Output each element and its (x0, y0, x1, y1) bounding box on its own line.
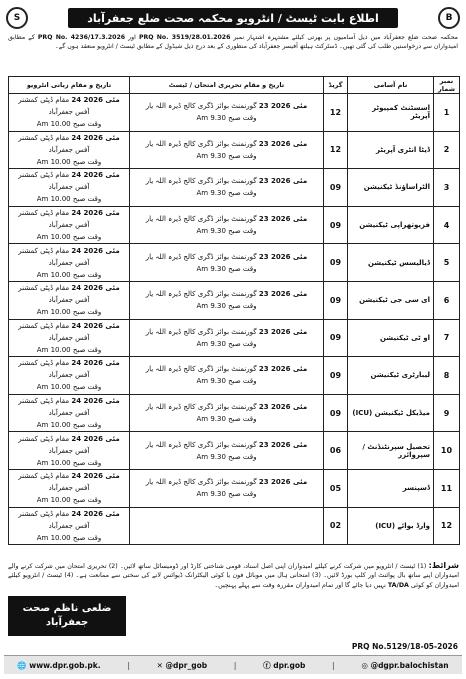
cell-interview (9, 206, 130, 244)
test-place: گورنمنٹ بوائز ڈگری کالج ڈیرہ اللہ یار (145, 290, 257, 299)
test-time: وقت صبح 9.30 Am (196, 415, 257, 424)
test-place: گورنمنٹ بوائز ڈگری کالج ڈیرہ اللہ یار (145, 252, 257, 261)
cell-interview (9, 131, 130, 169)
test-time: وقت صبح 9.30 Am (196, 339, 257, 348)
cell-interview (9, 169, 130, 207)
cell-test-venue (130, 357, 324, 395)
separator: | (233, 660, 237, 670)
test-date: 23 مئی 2026 (258, 440, 308, 449)
intro-prq-a: PRQ No. 3519/28.01.2026 (138, 34, 231, 41)
cell-sr: 1 (434, 94, 460, 132)
interview-time: وقت صبح 10.00 Am (36, 233, 102, 242)
table-row (9, 244, 460, 282)
test-date: 23 مئی 2026 (258, 290, 308, 299)
cell-test-venue (130, 169, 324, 207)
stamp-line-2: جعفرآباد (45, 617, 89, 628)
facebook-handle: dpr.gob (273, 660, 306, 670)
cell-grade: 09 (324, 169, 348, 207)
table-row (9, 507, 460, 545)
test-place: گورنمنٹ بوائز ڈگری کالج ڈیرہ اللہ یار (145, 177, 257, 186)
cell-interview (9, 394, 130, 432)
footer-bar (4, 655, 462, 674)
test-time: وقت صبح 9.30 Am (196, 189, 257, 198)
cell-interview (9, 469, 130, 507)
terms-paragraph (8, 561, 459, 590)
test-time: وقت صبح 9.30 Am (196, 452, 257, 461)
website-text: www.dpr.gob.pk. (29, 660, 101, 670)
interview-time: وقت صبح 10.00 Am (36, 120, 102, 129)
header (6, 6, 460, 30)
interview-place: مقام ڈپٹی کمشنر آفس جعفرآباد (18, 96, 90, 117)
interview-place: مقام ڈپٹی کمشنر آفس جعفرآباد (18, 434, 90, 455)
cell-test-venue (130, 281, 324, 319)
cell-sr: 2 (434, 131, 460, 169)
test-time: وقت صبح 9.30 Am (196, 114, 257, 123)
separator: | (127, 660, 130, 670)
cell-test-venue (130, 244, 324, 282)
cell-sr: 9 (434, 394, 460, 432)
separator: | (332, 660, 335, 670)
cell-grade: 09 (324, 244, 348, 282)
test-date: 23 مئی 2026 (258, 478, 308, 487)
table-row (9, 357, 460, 395)
test-date: 23 مئی 2026 (258, 252, 308, 261)
test-date: 23 مئی 2026 (258, 327, 308, 336)
cell-grade: 09 (324, 319, 348, 357)
cell-sr: 12 (434, 507, 460, 545)
cell-grade: 09 (324, 394, 348, 432)
interview-time: وقت صبح 10.00 Am (36, 383, 102, 392)
balochistan-logo-icon: B (438, 7, 460, 29)
test-date: 23 مئی 2026 (258, 102, 308, 111)
interview-time: وقت صبح 10.00 Am (36, 421, 102, 430)
cell-sr: 6 (434, 281, 460, 319)
x-handle: @dpr_gob (165, 660, 208, 670)
interview-date: 24 مئی 2026 (71, 171, 120, 180)
interview-date: 24 مئی 2026 (71, 434, 120, 443)
schedule-table (8, 76, 460, 545)
interview-time: وقت صبح 10.00 Am (36, 270, 102, 279)
interview-place: مقام ڈپٹی کمشنر آفس جعفرآباد (18, 133, 90, 154)
cell-sr: 8 (434, 357, 460, 395)
cell-grade: 09 (324, 281, 348, 319)
col-header-test-venue: تاریخ و مقام تحریری امتحان / ٹیسٹ (130, 77, 324, 94)
cell-grade: 09 (324, 357, 348, 395)
cell-grade: 06 (324, 432, 348, 470)
interview-date: 24 مئی 2026 (71, 321, 120, 330)
test-place: گورنمنٹ بوائز ڈگری کالج ڈیرہ اللہ یار (145, 327, 257, 336)
table-row (9, 319, 460, 357)
sindh-logo-icon: S (6, 7, 28, 29)
cell-interview (9, 281, 130, 319)
facebook-link[interactable]: ⓕ dpr.gob (263, 660, 306, 670)
cell-post: او ٹی ٹیکنیشن (348, 319, 434, 357)
cell-post: ڈیٹا انٹری آپریٹر (348, 131, 434, 169)
cell-interview (9, 94, 130, 132)
interview-place: مقام ڈپٹی کمشنر آفس جعفرآباد (18, 472, 90, 493)
interview-date: 24 مئی 2026 (71, 397, 120, 406)
test-date: 23 مئی 2026 (258, 215, 308, 224)
cell-post: ای سی جی ٹیکنیشن (348, 281, 434, 319)
cell-grade: 05 (324, 469, 348, 507)
cell-post: لیبارٹری ٹیکنیشن (348, 357, 434, 395)
cell-grade: 12 (324, 131, 348, 169)
terms-text-end: نہیں دیا جائے گا اور تمام امیدواران مقررہ وقت سے پہلے پہنچیں۔ (214, 581, 386, 589)
authority-stamp (8, 596, 126, 636)
col-header-grade: گریڈ (324, 77, 348, 94)
cell-post: ڈسپنسر (348, 469, 434, 507)
cell-test-venue (130, 94, 324, 132)
cell-post: تحصیل سپرنٹنڈنٹ / سپروائزر (348, 432, 434, 470)
cell-test-venue (130, 507, 324, 545)
test-place: گورنمنٹ بوائز ڈگری کالج ڈیرہ اللہ یار (145, 102, 257, 111)
table-row (9, 432, 460, 470)
interview-date: 24 مئی 2026 (71, 284, 120, 293)
interview-date: 24 مئی 2026 (71, 509, 120, 518)
cell-test-venue (130, 319, 324, 357)
interview-place: مقام ڈپٹی کمشنر آفس جعفرآباد (18, 321, 90, 342)
website-link[interactable]: 🌐 www.dpr.gob.pk. (17, 660, 101, 670)
interview-time: وقت صبح 10.00 Am (36, 308, 102, 317)
table-row (9, 131, 460, 169)
interview-date: 24 مئی 2026 (71, 96, 120, 105)
cell-post: اسسٹنٹ کمپیوٹر آپریٹر (348, 94, 434, 132)
table-row (9, 94, 460, 132)
interview-time: وقت صبح 10.00 Am (36, 533, 102, 542)
table-header-row (9, 77, 460, 94)
stamp-line-1: ضلعی ناظم صحت (22, 603, 112, 614)
terms-text: (1) ٹیسٹ / انٹرویو میں شرکت کرنے کیلئے امیدواران اپنی اصل اسناد، قومی شناختی کارڈ اور ڈومیسائل ساتھ لائیں۔ (2) تحریری امتحان میں شرکت کرنے والے امیدواران اپنے ساتھ بال پوائنٹ اور کلپ بورڈ لائیں۔ (3) امتحانی ہال میں موبائل فون یا کوئی الیکٹرانک ڈیوائس لانے کی سختی سے ممانعت ہے۔ (4) ٹیسٹ / انٹرویو کیلئے امیدواران کو کوئی (8, 563, 459, 589)
instagram-link[interactable]: ◎ @dgpr.balochistan (361, 660, 449, 670)
intro-text-a: محکمہ صحت ضلع جعفرآباد میں ذیل آسامیوں پر بھرتی کیلئے مشتہرہ اشتہار نمبر (233, 34, 459, 41)
interview-place: مقام ڈپٹی کمشنر آفس جعفرآباد (18, 509, 90, 530)
interview-date: 24 مئی 2026 (71, 246, 120, 255)
table-row (9, 469, 460, 507)
cell-post: فزیوتھراپی ٹیکنیشن (348, 206, 434, 244)
intro-text-c: کے مطابق امیدواران سے درخواستیں طلب کی گئی تھیں۔ ڈسٹرکٹ ہیلتھ آفیسر جعفرآباد کی منظوری کے بعد درج ذیل شیڈول کے مطابق ٹیسٹ / انٹرویو منعقد ہوں گے۔ (8, 34, 458, 50)
col-header-interview: تاریخ و مقام زبانی انٹرویو (9, 77, 130, 94)
notice-title: اطلاع بابت ٹیسٹ / انٹرویو محکمہ صحت ضلع جعفرآباد (68, 8, 398, 28)
test-time: وقت صبح 9.30 Am (196, 264, 257, 273)
test-date: 23 مئی 2026 (258, 365, 308, 374)
interview-time: وقت صبح 10.00 Am (36, 496, 102, 505)
col-header-sr: نمبر شمار (434, 77, 460, 94)
cell-interview (9, 244, 130, 282)
cell-sr: 7 (434, 319, 460, 357)
test-place: گورنمنٹ بوائز ڈگری کالج ڈیرہ اللہ یار (145, 440, 257, 449)
x-link[interactable]: ✕ @dpr_gob (156, 660, 208, 670)
cell-post: ڈیالیسس ٹیکنیشن (348, 244, 434, 282)
test-date: 23 مئی 2026 (258, 139, 308, 148)
test-time: وقت صبح 9.30 Am (196, 227, 257, 236)
interview-place: مقام ڈپٹی کمشنر آفس جعفرآباد (18, 359, 90, 380)
table-row (9, 206, 460, 244)
table-row (9, 394, 460, 432)
intro-text-b: اور (128, 34, 136, 41)
cell-sr: 3 (434, 169, 460, 207)
col-header-post: نام آسامی (348, 77, 434, 94)
interview-place: مقام ڈپٹی کمشنر آفس جعفرآباد (18, 209, 90, 230)
interview-place: مقام ڈپٹی کمشنر آفس جعفرآباد (18, 397, 90, 418)
prq-number: PRQ No.5129/18-05-2026 (351, 642, 458, 651)
test-place: گورنمنٹ بوائز ڈگری کالج ڈیرہ اللہ یار (145, 139, 257, 148)
interview-place: مقام ڈپٹی کمشنر آفس جعفرآباد (18, 171, 90, 192)
cell-sr: 10 (434, 432, 460, 470)
table-body (9, 94, 460, 545)
cell-post: میڈیکل ٹیکنیشن (ICU) (348, 394, 434, 432)
terms-tada: TA/DA (387, 581, 409, 589)
cell-post: الٹراساؤنڈ ٹیکنیشن (348, 169, 434, 207)
cell-test-venue (130, 206, 324, 244)
test-date: 23 مئی 2026 (258, 177, 308, 186)
interview-date: 24 مئی 2026 (71, 472, 120, 481)
cell-sr: 4 (434, 206, 460, 244)
interview-time: وقت صبح 10.00 Am (36, 195, 102, 204)
cell-interview (9, 432, 130, 470)
test-time: وقت صبح 9.30 Am (196, 302, 257, 311)
intro-prq-b: PRQ No. 4236/17.3.2026 (37, 34, 126, 41)
interview-time: وقت صبح 10.00 Am (36, 458, 102, 467)
cell-test-venue (130, 394, 324, 432)
cell-grade: 12 (324, 94, 348, 132)
cell-interview (9, 319, 130, 357)
interview-time: وقت صبح 10.00 Am (36, 157, 102, 166)
test-place: گورنمنٹ بوائز ڈگری کالج ڈیرہ اللہ یار (145, 403, 257, 412)
interview-time: وقت صبح 10.00 Am (36, 345, 102, 354)
cell-interview (9, 357, 130, 395)
cell-test-venue (130, 469, 324, 507)
test-place: گورنمنٹ بوائز ڈگری کالج ڈیرہ اللہ یار (145, 478, 257, 487)
test-place: گورنمنٹ بوائز ڈگری کالج ڈیرہ اللہ یار (145, 215, 257, 224)
cell-test-venue (130, 131, 324, 169)
instagram-handle: @dgpr.balochistan (370, 660, 449, 670)
interview-date: 24 مئی 2026 (71, 209, 120, 218)
interview-date: 24 مئی 2026 (71, 133, 120, 142)
table-row (9, 169, 460, 207)
test-time: وقت صبح 9.30 Am (196, 151, 257, 160)
interview-date: 24 مئی 2026 (71, 359, 120, 368)
cell-grade: 09 (324, 206, 348, 244)
cell-sr: 11 (434, 469, 460, 507)
cell-test-venue (130, 432, 324, 470)
interview-place: مقام ڈپٹی کمشنر آفس جعفرآباد (18, 284, 90, 305)
cell-post: وارڈ بوائے (ICU) (348, 507, 434, 545)
interview-place: مقام ڈپٹی کمشنر آفس جعفرآباد (18, 246, 90, 267)
test-place: گورنمنٹ بوائز ڈگری کالج ڈیرہ اللہ یار (145, 365, 257, 374)
cell-grade: 02 (324, 507, 348, 545)
table-row (9, 281, 460, 319)
intro-paragraph (8, 33, 458, 51)
test-time: وقت صبح 9.30 Am (196, 490, 257, 499)
cell-interview (9, 507, 130, 545)
cell-sr: 5 (434, 244, 460, 282)
test-time: وقت صبح 9.30 Am (196, 377, 257, 386)
test-date: 23 مئی 2026 (258, 403, 308, 412)
terms-label: شرائط: (428, 561, 459, 570)
